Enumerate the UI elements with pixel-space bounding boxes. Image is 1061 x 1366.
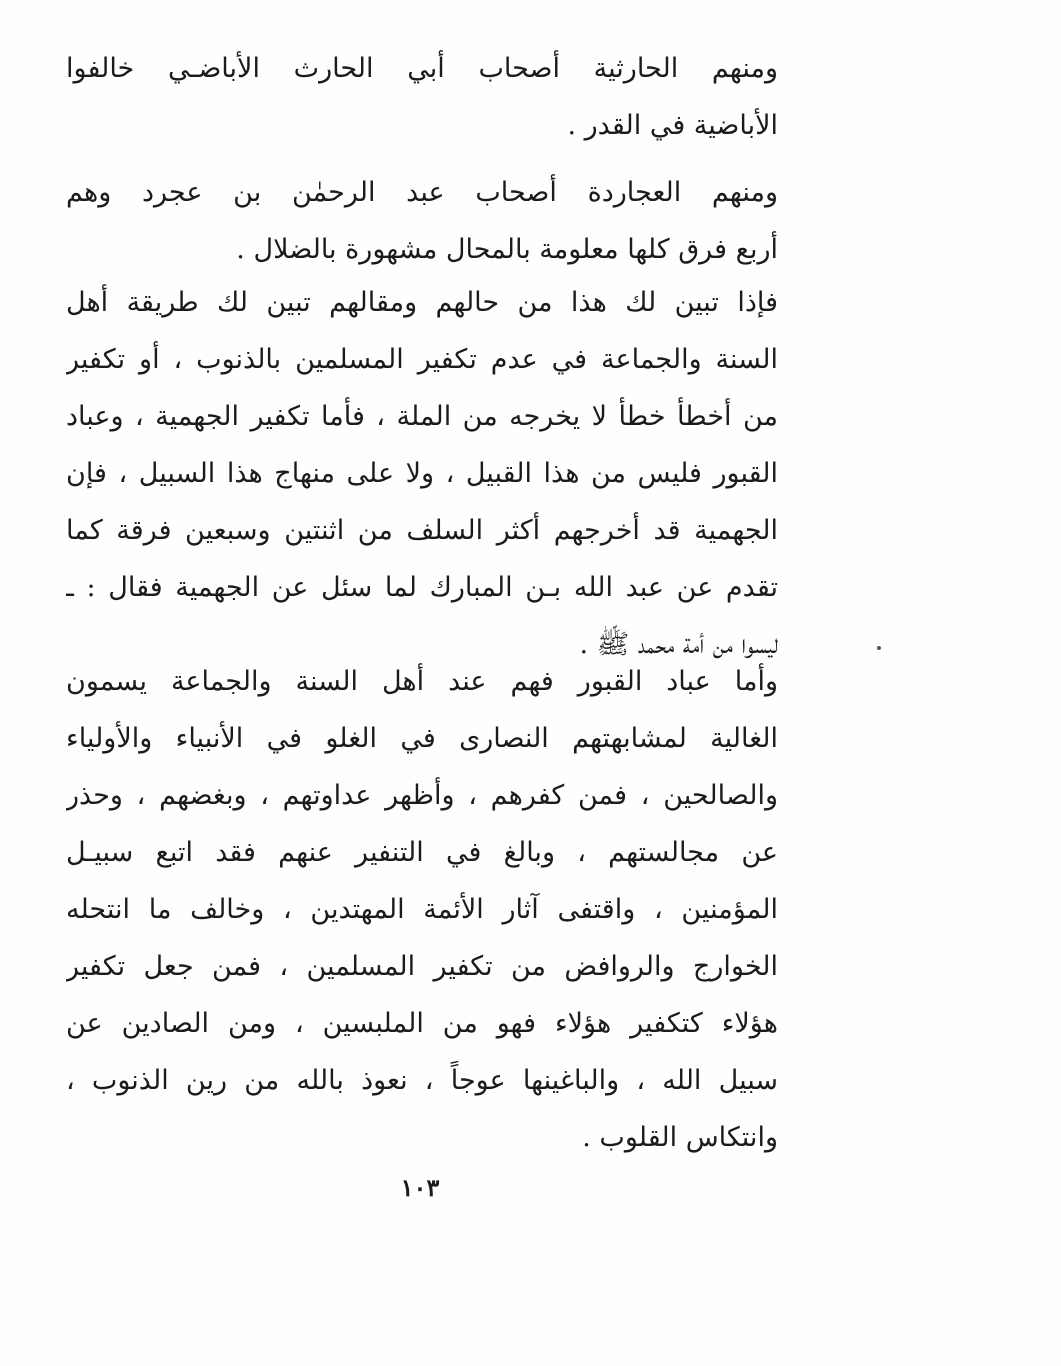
paragraph-ajarida xyxy=(66,164,778,278)
text-line: وأما عباد القبور فهم عند أهل السنة والجماعة يسمون xyxy=(66,666,778,697)
text-line: الخوارج والروافض من تكفير المسلمين ، فمن جعل تكفير xyxy=(66,951,778,982)
text-line: القبور فليس من هذا القبيل ، ولا على منهاج هذا السبيل ، فإن xyxy=(66,458,778,489)
scan-speck xyxy=(877,646,881,650)
text-line: الغالية لمشابهتهم النصارى في الغلو في الأنبياء والأولياء xyxy=(66,723,778,754)
text-line: ومنهم العجاردة أصحاب عبد الرحمٰن بن عجرد وهم xyxy=(66,177,778,208)
text-line: عن مجالستهم ، وبالغ في التنفير عنهم فقد اتبع سبيـل xyxy=(66,837,778,868)
text-line: السنة والجماعة في عدم تكفير المسلمين بالذنوب ، أو تكفير xyxy=(66,344,778,375)
text-line: فإذا تبين لك هذا من حالهم ومقالهم تبين لك طريقة أهل xyxy=(66,287,778,318)
text-line: والصالحين ، فمن كفرهم ، وأظهر عداوتهم ، وبغضهم ، وحذر xyxy=(66,780,778,811)
text-line: ليسوا من أمة محمد ﷺ . xyxy=(579,629,778,660)
text-line: هؤلاء كتكفير هؤلاء فهو من الملبسين ، ومن الصادين عن xyxy=(66,1008,778,1039)
text-line: المؤمنين ، واقتفى آثار الأئمة المهتدين ، وخالف ما انتحله xyxy=(66,894,778,925)
paragraph-ahl-al-sunna xyxy=(66,274,778,673)
text-line: الأباضية في القدر . xyxy=(567,110,778,141)
text-line: سبيل الله ، والباغينها عوجاً ، نعوذ بالله من رين الذنوب ، xyxy=(66,1065,778,1096)
text-line: ومنهم الحارثية أصحاب أبي الحارث الأباضـي خالفوا xyxy=(66,53,778,84)
text-line: تقدم عن عبد الله بـن المبارك لما سئل عن الجهمية فقال : ـ xyxy=(66,572,778,603)
text-line: من أخطأ خطأ لا يخرجه من الملة ، فأما تكفير الجهمية ، وعباد xyxy=(66,401,778,432)
page-number: ١٠٣ xyxy=(400,1173,440,1202)
text-line: أربع فرق كلها معلومة بالمحال مشهورة بالضلال . xyxy=(236,234,778,265)
text-line: الجهمية قد أخرجهم أكثر السلف من اثنتين وسبعين فرقة كما xyxy=(66,515,778,546)
paragraph-harithiyya xyxy=(66,40,778,154)
paragraph-ubbad-al-qubur xyxy=(66,653,778,1166)
text-line: وانتكاس القلوب . xyxy=(582,1122,778,1153)
